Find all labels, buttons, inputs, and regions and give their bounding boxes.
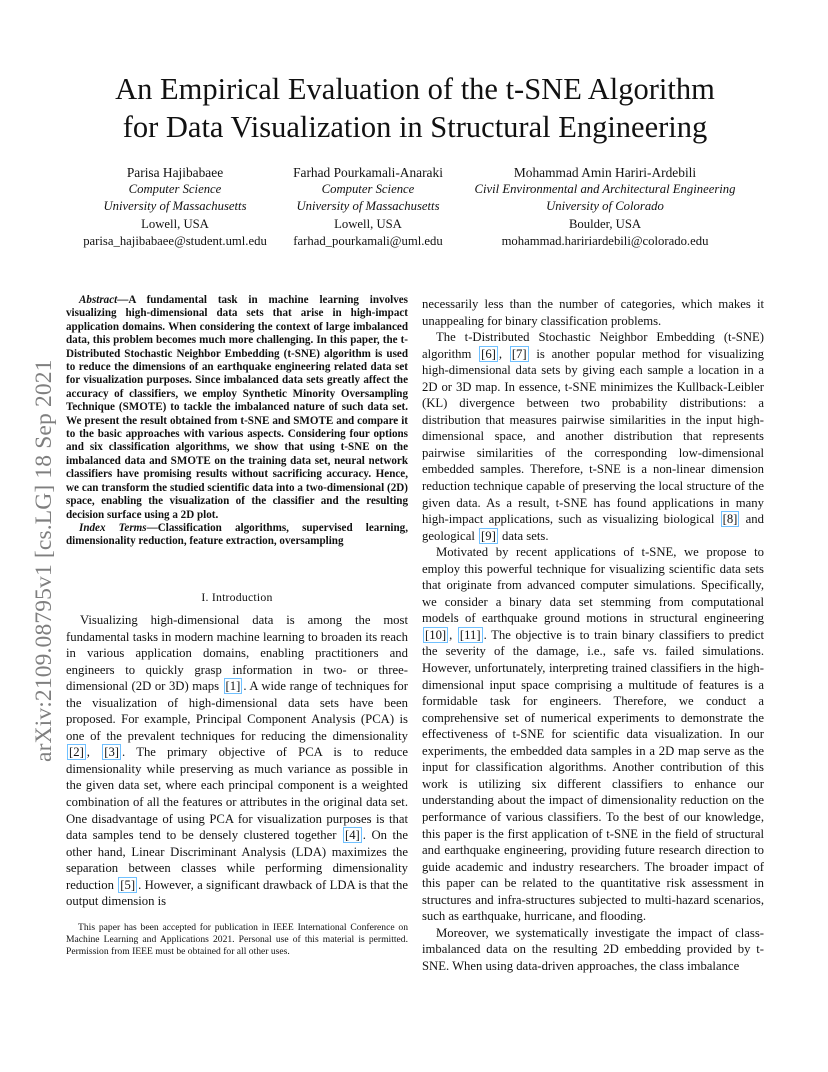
citation-link[interactable]: [6]	[481, 346, 496, 361]
author-organization: University of Massachusetts	[103, 199, 247, 214]
author-name: Mohammad Amin Hariri-Ardebili	[513, 165, 697, 180]
author-organization: University of Massachusetts	[296, 199, 440, 214]
author-location: Boulder, USA	[568, 216, 642, 231]
paper-title	[60, 70, 770, 146]
abstract-text: A fundamental task in machine learning involves visualizing high-dimensional data sets that arise in high-impact application domains. When considering the context of large imbalanced data, this problem becomes much more challenging. In this paper, the t-Distributed Stochastic Neighbor Embedding (t-SNE) algorithm is used to reduce the dimensions of an earthquake engineering related data set for visualization purposes. Since imbalanced data sets greatly affect the accuracy of classifiers, we employ Synthetic Minority Oversampling Technique (SMOTE) to tackle the imbalanced nature of such data set. We present the result obtained from t-SNE and SMOTE and compare it to the basic approaches with various aspects. Considering four options and six classification algorithms, we show that using t-SNE on the imbalanced data and SMOTE on the training data set, neural network classifiers have promising results without sacrificing accuracy. Hence, we can transform the studied scientific data into a two-dimensional (2D) space, enabling the visualization of the classifier and the resulting decision surface using a 2D plot.	[66, 294, 408, 521]
author-name: Parisa Hajibabaee	[126, 165, 224, 180]
paragraph: Moreover, we systematically investigate the impact of class-imbalanced data on the resulting 2D embedding provided by t-SNE. When using data-driven approaches, the class imbalance	[422, 925, 764, 973]
section-heading-introduction: I. Introduction	[201, 590, 273, 604]
author-location: Lowell, USA	[141, 216, 209, 231]
author-organization: University of Colorado	[546, 199, 664, 214]
citation-link[interactable]: [2]	[69, 745, 84, 760]
citation-link[interactable]: [10]	[425, 627, 447, 642]
author-email[interactable]: farhad_pourkamali@uml.edu	[293, 233, 443, 248]
title-line-1: An Empirical Evaluation of the t-SNE Algorithm	[115, 72, 715, 106]
citation-link[interactable]: [8]	[722, 512, 738, 527]
author-email[interactable]: parisa_hajibabaee@student.uml.edu	[83, 233, 267, 248]
abstract-label: Abstract	[79, 294, 118, 306]
author-block-1	[70, 164, 280, 250]
citation-link[interactable]: [7]	[511, 346, 527, 361]
author-location: Lowell, USA	[334, 216, 402, 231]
index-terms-label: Index Terms	[79, 521, 147, 534]
paragraph: Visualizing high-dimensional data is among the most fundamental tasks in modern machine learning to broaden its reach in various application domains, enabling practitioners and engineers to quickly grasp information in two- or three-dimensional (2D or 3D) maps [1] . A wide range of techniques for the visualization of high-dimensional data sets have been proposed. For example, Principal Component Analysis (PCA) is one of the prevalent techniques for reducing the dimensionality [2] , [3] . The primary objective of PCA is to reduce dimensionality while preserving as much variance as possible in the given data set, where each principal component is a weighted combination of all the features or attributes in the original data set. One disadvantage of using PCA for visualization purposes is that data samples tend to be densely clustered together [4] . On the other hand, Linear Discriminant Analysis (LDA) maximizes the separation between classes while performing dimensionality reduction [5] . However, a significant drawback of LDA is that the output dimension is	[66, 613, 408, 909]
arxiv-identifier: arXiv:2109.08795v1 [cs.LG] 18 Sep 2021	[31, 359, 57, 762]
footnote: This paper has been accepted for publication in IEEE International Conference on Machine Learning and Applications 2021. Personal use of this material is permitted. Permission from IEEE must be obtained for all other uses.	[66, 922, 408, 957]
author-department: Computer Science	[128, 182, 222, 197]
author-block-2	[280, 164, 456, 250]
paragraph: The t-Distributed Stochastic Neighbor Embedding (t-SNE) algorithm [6] , [7] is another popular method for visualizing high-dimensional data sets by giving each sample a location in a 2D or 3D map. In essence, t-SNE minimizes the Kullback-Leibler (KL) divergence between two probability distributions: a distribution that measures pairwise similarities in the input high-dimensional space, and another distribution that represents pairwise similarities of the corresponding low-dimensional embedded samples. Therefore, t-SNE is a non-linear dimension reduction technique capable of preserving the local structure of the given data. As a result, t-SNE has found applications in many high-impact applications, such as visualizing biological [8] and geological [9] data sets.	[422, 330, 764, 543]
citation-link[interactable]: [9]	[481, 528, 496, 543]
author-block-3	[456, 164, 754, 250]
title-line-2: for Data Visualization in Structural Engineering	[122, 110, 708, 144]
author-name: Farhad Pourkamali-Anaraki	[293, 165, 443, 180]
right-column-body	[422, 296, 764, 974]
citation-link[interactable]: [4]	[344, 828, 360, 843]
paragraph: Motivated by recent applications of t-SNE, we propose to employ this powerful technique for visualizing scientific data sets that originate from advanced computer simulations. Specifically, we consider a binary data set stemming from computational models of earthquake ground motions in structural engineering [10] , [11] . The objective is to train binary classifiers to predict the severity of the damage, i.e., safe vs. failed simulations. However, unfortunately, interpreting trained classifiers in the high-dimensional input space comprising a multitude of features is a formidable task for engineers. Therefore, we conduct a comprehensive set of numerical experiments to demonstrate the effectiveness of t-SNE for scientific data visualization. In our experiments, the embedded data samples in a 2D map serve as the input for classification algorithms. Another contribution of this work is utilizing six different classifiers to enhance our understanding about the impact of dimensionality reduction on the performance of various classifiers. To the best of our knowledge, this paper is the first application of t-SNE in the field of structural and earthquake engineering, providing future research direction to guide academic and industry researchers. The broader impact of this paper can be related to the quantitative risk assessment in structures and infra-structures subjected to multi-hazard scenarios, such as earthquake, hurricane, and flooding.	[422, 545, 764, 924]
citation-link[interactable]: [1]	[225, 679, 241, 694]
citation-link[interactable]: [5]	[120, 877, 136, 892]
paragraph: necessarily less than the number of categories, which makes it unappealing for binary classification problems.	[422, 297, 764, 328]
citation-link[interactable]: [3]	[104, 745, 120, 760]
abstract: Abstract—A fundamental task in machine learning involves visualizing high-dimensional data sets that arise in high-impact application domains. When considering the context of large imbalanced data, this problem becomes much more challenging. In this paper, the t-Distributed Stochastic Neighbor Embedding (t-SNE) algorithm is used to reduce the dimensions of an earthquake engineering related data set for visualization purposes. Since imbalanced data sets greatly affect the accuracy of classifiers, we employ Synthetic Minority Oversampling Technique (SMOTE) to tackle the imbalanced nature of such data set. We present the result obtained from t-SNE and SMOTE and compare it to the basic approaches with various aspects. Considering four options and six classification algorithms, we show that using t-SNE on the imbalanced data and SMOTE on the training data set, neural network classifiers have promising results without sacrificing accuracy. Hence, we can transform the studied scientific data into a two-dimensional (2D) space, enabling the visualization of the classifier and the resulting decision surface using a 2D plot. Index Terms—Classification algorithms, supervised learning, dimensionality reduction, feature extraction, oversampling	[66, 294, 408, 548]
author-email[interactable]: mohammad.haririardebili@colorado.edu	[501, 233, 709, 248]
author-department: Civil Environmental and Architectural Engineering	[474, 182, 736, 197]
author-department: Computer Science	[321, 182, 415, 197]
index-terms-text: Classification algorithms, supervised learning, dimensionality reduction, feature extraction, oversampling	[66, 521, 408, 548]
introduction-body	[66, 612, 408, 910]
citation-link[interactable]: [11]	[459, 627, 481, 642]
